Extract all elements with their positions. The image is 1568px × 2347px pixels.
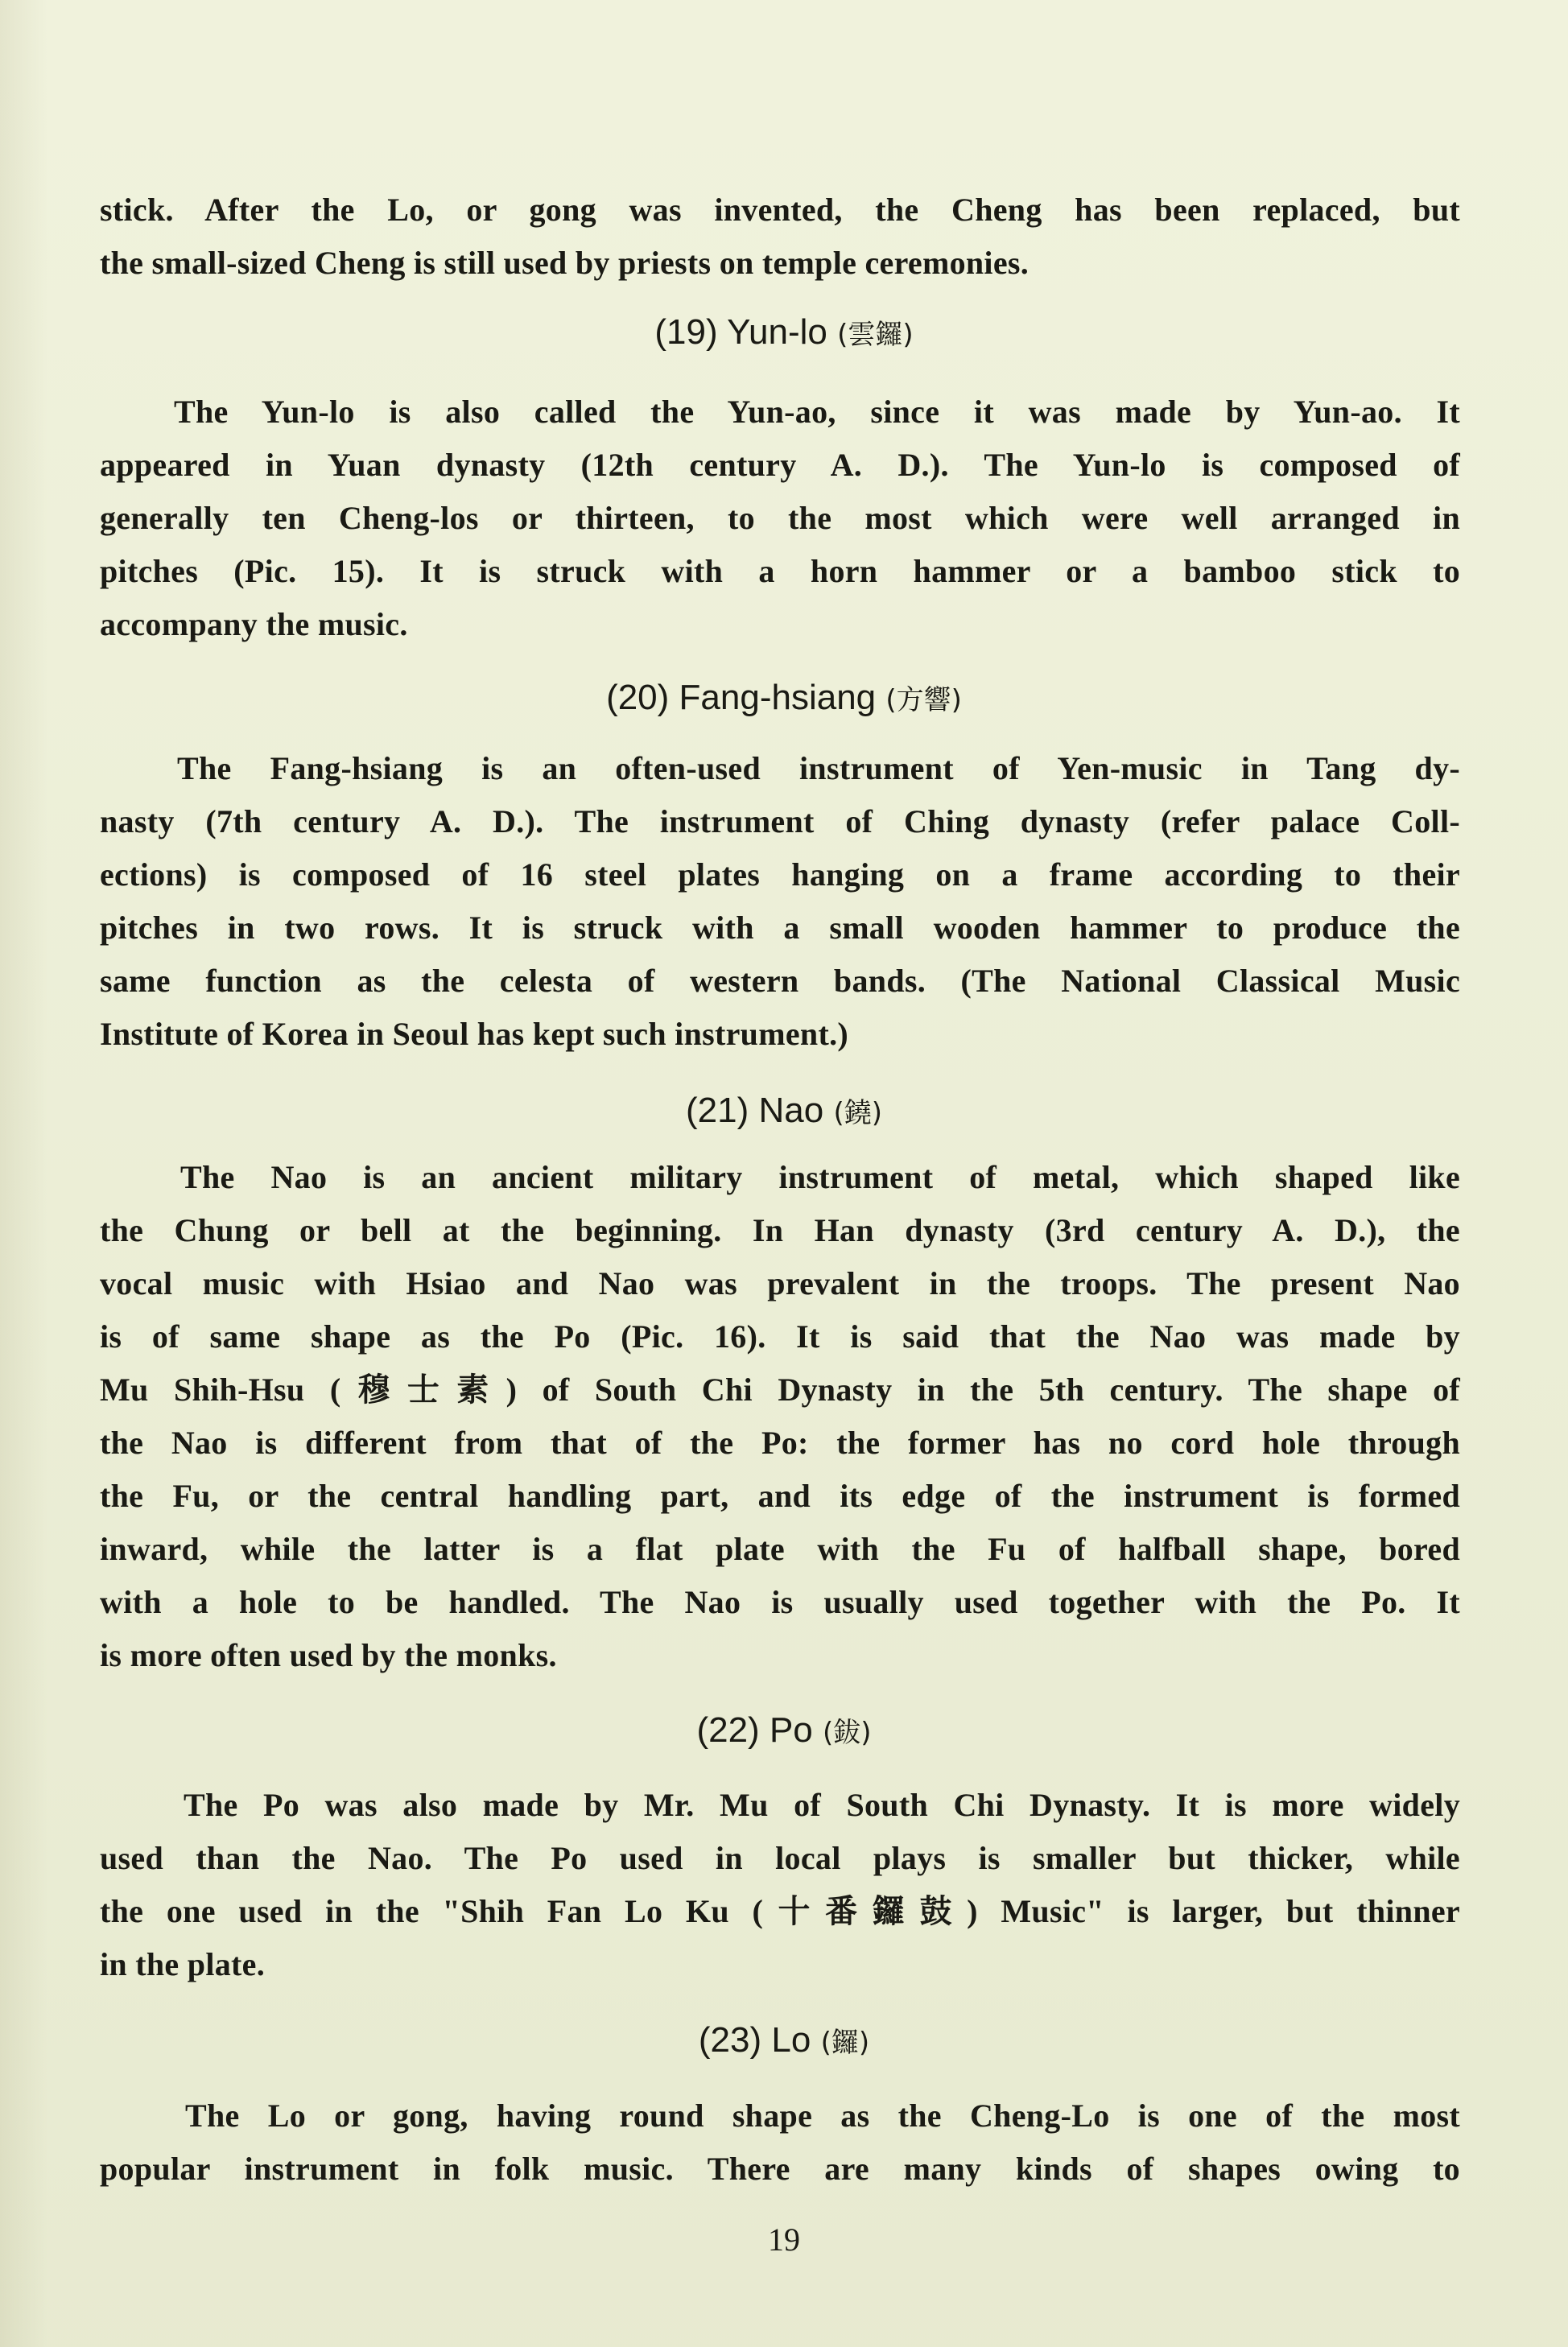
text-line: the small-sized Cheng is still used by priests on temple ceremonies. (100, 245, 1030, 281)
text-line: appeared in Yuan dynasty (12th century A. D.). The Yun-lo is composed of (100, 447, 1460, 483)
text-line: the Fu, or the central handling part, and its edge of the instrument is formed (100, 1478, 1460, 1514)
section-cjk-name: (鈸) (823, 1717, 872, 1749)
text-line: nasty (7th century A. D.). The instrument of Ching dynasty (refer palace Coll- (100, 803, 1460, 839)
section-title: Yun-lo (727, 312, 827, 352)
text-line: popular instrument in folk music. There are many kinds of shapes owing to (100, 2151, 1460, 2187)
text-line: accompany the music. (100, 606, 408, 642)
section-number: (20) (606, 678, 670, 717)
paragraph-yun-lo (100, 386, 1460, 651)
text-line: The Fang-hsiang is an often-used instrument of Yen-music in Tang dy- (177, 750, 1460, 786)
section-heading-yun-lo (0, 308, 1568, 359)
text-line: with a hole to be handled. The Nao is usually used together with the Po. It (100, 1584, 1460, 1620)
section-number: (21) (686, 1091, 749, 1130)
section-cjk-name: (鐃) (833, 1097, 882, 1129)
page-number: 19 (768, 2221, 800, 2258)
text-line: is more often used by the monks. (100, 1637, 557, 1673)
section-cjk-name: (雲鑼) (837, 319, 914, 351)
text-line: used than the Nao. The Po used in local plays is smaller but thicker, while (100, 1840, 1460, 1876)
section-title: Fang-hsiang (679, 678, 877, 717)
paragraph-fang-hsiang (100, 742, 1460, 1061)
section-number: (23) (698, 2020, 762, 2060)
section-cjk-name: (鑼) (820, 2027, 870, 2059)
paragraph-lo (100, 2089, 1460, 2196)
section-cjk-name: (方響) (885, 684, 962, 716)
text-line: the Chung or bell at the beginning. In Han dynasty (3rd century A. D.), the (100, 1212, 1460, 1248)
section-number: (22) (696, 1710, 760, 1750)
text-line: the Nao is different from that of the Po: the former has no cord hole through (100, 1425, 1460, 1461)
text-line: in the plate. (100, 1946, 266, 1982)
text-line: the one used in the "Shih Fan Lo Ku (十番鑼鼓) Music" is larger, but thinner (100, 1893, 1460, 1929)
section-heading-lo (0, 2016, 1568, 2067)
section-title: Lo (771, 2020, 811, 2060)
text-line: ections) is composed of 16 steel plates hanging on a frame according to their (100, 856, 1460, 893)
text-line: vocal music with Hsiao and Nao was prevalent in the troops. The present Nao (100, 1265, 1460, 1301)
text-line: same function as the celesta of western bands. (The National Classical Music (100, 963, 1460, 999)
section-title: Po (769, 1710, 813, 1750)
paragraph-continuation (100, 184, 1460, 290)
text-line: pitches in two rows. It is struck with a small wooden hammer to produce the (100, 910, 1460, 946)
text-line: The Nao is an ancient military instrument of metal, which shaped like (180, 1159, 1460, 1195)
paragraph-nao (100, 1151, 1460, 1682)
section-heading-nao (0, 1087, 1568, 1137)
text-line: The Yun-lo is also called the Yun-ao, since it was made by Yun-ao. It (174, 394, 1460, 430)
text-line: Mu Shih-Hsu (穆士素) of South Chi Dynasty in the 5th century. The shape of (100, 1371, 1460, 1408)
text-line: The Po was also made by Mr. Mu of South Chi Dynasty. It is more widely (184, 1787, 1460, 1823)
section-number: (19) (654, 312, 718, 352)
section-heading-fang-hsiang (0, 674, 1568, 724)
text-line: pitches (Pic. 15). It is struck with a horn hammer or a bamboo stick to (100, 553, 1460, 589)
text-line: The Lo or gong, having round shape as the Cheng-Lo is one of the most (185, 2097, 1460, 2134)
text-line: is of same shape as the Po (Pic. 16). It is said that the Nao was made by (100, 1318, 1460, 1355)
text-line: generally ten Cheng-los or thirteen, to the most which were well arranged in (100, 500, 1460, 536)
paragraph-po (100, 1779, 1460, 1991)
text-line: stick. After the Lo, or gong was invented, the Cheng has been replaced, but (100, 192, 1460, 228)
text-line: Institute of Korea in Seoul has kept such instrument.) (100, 1016, 848, 1052)
section-title: Nao (758, 1091, 824, 1130)
text-line: inward, while the latter is a flat plate with the Fu of halfball shape, bored (100, 1531, 1460, 1567)
section-heading-po (0, 1706, 1568, 1757)
